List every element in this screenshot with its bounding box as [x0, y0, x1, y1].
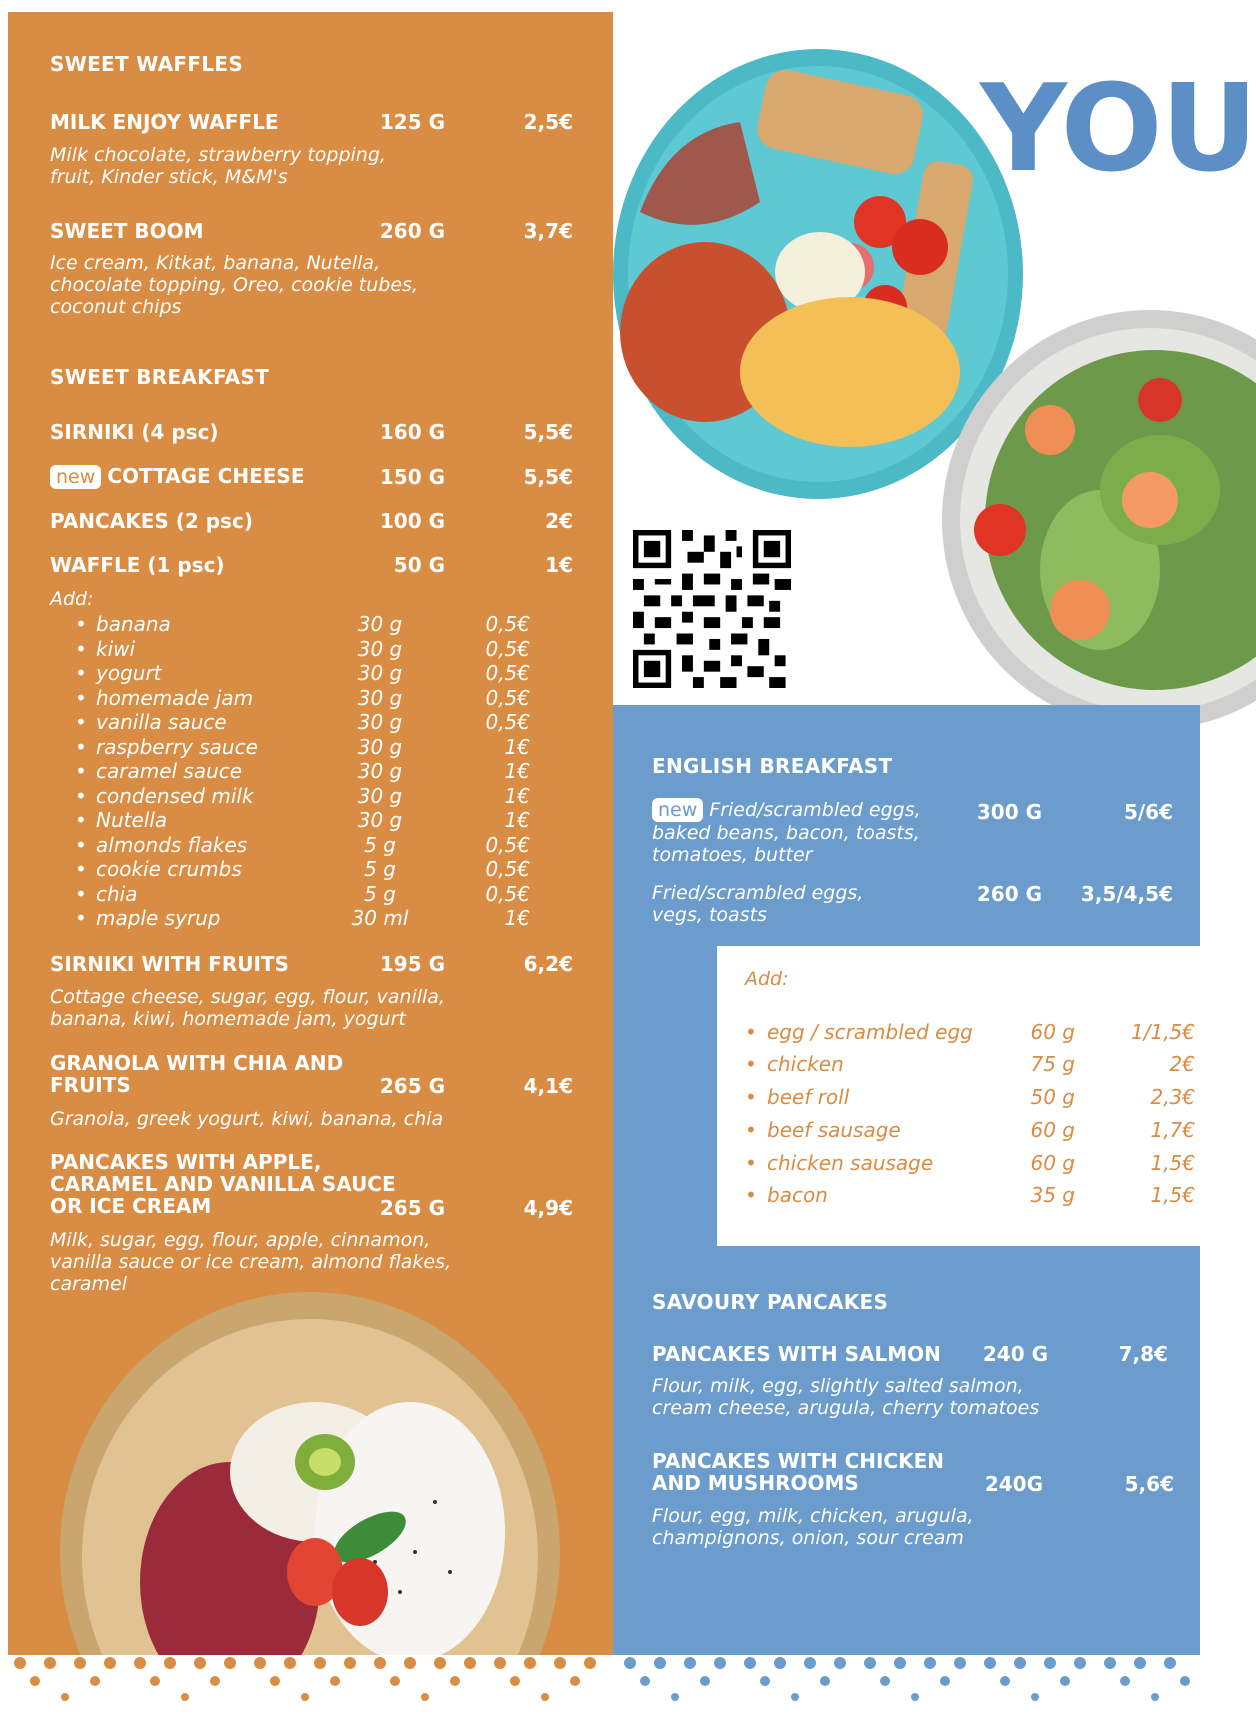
item-description: Fried/scrambled eggs, vegs, toasts — [652, 882, 864, 926]
item-price: 1€ — [545, 553, 573, 577]
item-name: PANCAKES WITH CHICKEN AND MUSHROOMS — [652, 1449, 945, 1495]
item-weight: 50 G — [393, 553, 445, 577]
item-price: 3,5/4,5€ — [1080, 882, 1173, 906]
list-item: • beef roll 50 g 2,3€ — [745, 1085, 1195, 1109]
item-description: Ice cream, Kitkat, banana, Nutella, chocolate topping, Oreo, cookie tubes, coconut chips — [50, 252, 418, 318]
item-price: 2€ — [545, 509, 573, 533]
add-label: Add: — [50, 588, 94, 610]
list-item: • raspberry sauce 30 g 1€ — [75, 734, 530, 759]
list-item: • bacon 35 g 1,5€ — [745, 1183, 1195, 1207]
item-price: 7,8€ — [1118, 1342, 1168, 1366]
item-name: SIRNIKI WITH FRUITS — [50, 952, 289, 976]
item-name: WAFFLE (1 psc) — [50, 553, 225, 577]
item-name: GRANOLA WITH CHIA AND FRUITS — [50, 1051, 344, 1097]
new-badge: new — [652, 798, 703, 822]
section-title-english-breakfast: ENGLISH BREAKFAST — [652, 754, 893, 778]
section-title-sweet-waffles: SWEET WAFFLES — [50, 52, 244, 76]
list-item: • condensed milk 30 g 1€ — [75, 783, 530, 808]
item-price: 5,5€ — [523, 465, 573, 489]
list-item: • beef sausage 60 g 1,7€ — [745, 1118, 1195, 1142]
item-price: 6,2€ — [523, 952, 573, 976]
item-weight: 265 G — [379, 1074, 445, 1098]
item-price: 4,1€ — [523, 1074, 573, 1098]
item-price: 4,9€ — [523, 1196, 573, 1220]
item-price: 3,7€ — [523, 219, 573, 243]
item-description: Flour, milk, egg, slightly salted salmon, cream cheese, arugula, cherry tomatoes — [652, 1375, 1040, 1419]
item-name: MILK ENJOY WAFFLE — [50, 110, 279, 134]
list-item: • Nutella 30 g 1€ — [75, 808, 530, 832]
list-item: • caramel sauce 30 g 1€ — [75, 759, 530, 783]
item-description: Cottage cheese, sugar, egg, flour, vanilla, banana, kiwi, homemade jam, yogurt — [50, 986, 445, 1030]
item-price: 5,5€ — [523, 420, 573, 444]
list-item: • chicken 75 g 2€ — [745, 1052, 1195, 1076]
list-item: • kiwi 30 g 0,5€ — [75, 636, 530, 661]
item-name: SWEET BOOM — [50, 219, 204, 243]
list-item: • chicken sausage 60 g 1,5€ — [745, 1151, 1195, 1175]
item-weight: 300 G — [976, 800, 1042, 824]
list-item: • cookie crumbs 5 g 0,5€ — [75, 857, 530, 881]
item-weight: 150 G — [379, 465, 445, 489]
item-weight: 125 G — [379, 110, 445, 134]
list-item: • chia 5 g 0,5€ — [75, 881, 530, 906]
item-description: Milk chocolate, strawberry topping, fruit, Kinder stick, M&M's — [50, 144, 386, 188]
item-name: PANCAKES WITH APPLE, CARAMEL AND VANILLA SAUCE OR ICE CREAM — [50, 1150, 396, 1218]
new-badge: new — [50, 465, 101, 489]
english-add-ons-box — [717, 946, 1200, 1246]
item-description: new Fried/scrambled eggs, baked beans, bacon, toasts, tomatoes, butter — [652, 799, 921, 866]
list-item: • yogurt 30 g 0,5€ — [75, 661, 530, 685]
item-description: Granola, greek yogurt, kiwi, banana, chia — [50, 1108, 444, 1130]
list-item: • almonds flakes 5 g 0,5€ — [75, 832, 530, 857]
list-item: • maple syrup 30 ml 1€ — [75, 906, 530, 930]
item-description: Milk, sugar, egg, flour, apple, cinnamon, vanilla sauce or ice cream, almond flakes, caramel — [50, 1229, 452, 1295]
item-weight: 260 G — [976, 882, 1042, 906]
list-item: • homemade jam 30 g 0,5€ — [75, 685, 530, 710]
item-price: 5/6€ — [1123, 800, 1173, 824]
list-item: • vanilla sauce 30 g 0,5€ — [75, 710, 530, 734]
add-label: Add: — [745, 968, 789, 990]
item-name: new COTTAGE CHEESE — [50, 464, 304, 489]
section-title-savoury-pancakes: SAVOURY PANCAKES — [652, 1290, 889, 1314]
item-weight: 265 G — [379, 1196, 445, 1220]
item-weight: 160 G — [379, 420, 445, 444]
decorative-footer-pattern — [0, 1655, 1200, 1729]
page-heading: YOU — [980, 60, 1256, 199]
cottage-cheese-bowl-image — [55, 1292, 565, 1662]
sweet-add-ons-list — [50, 588, 550, 931]
shrimp-salad-image — [940, 310, 1200, 730]
item-description: Flour, egg, milk, chicken, arugula, champignons, onion, sour cream — [652, 1505, 974, 1549]
qr-code — [633, 530, 791, 688]
item-name: SIRNIKI (4 psc) — [50, 420, 219, 444]
item-price: 2,5€ — [523, 110, 573, 134]
item-price: 5,6€ — [1124, 1472, 1174, 1496]
section-title-sweet-breakfast: SWEET BREAKFAST — [50, 365, 270, 389]
list-item: • banana 30 g 0,5€ — [75, 612, 530, 636]
item-weight: 195 G — [379, 952, 445, 976]
item-weight: 100 G — [379, 509, 445, 533]
list-item: • egg / scrambled egg 60 g 1/1,5€ — [745, 1020, 1195, 1044]
item-name: PANCAKES (2 psc) — [50, 509, 253, 533]
item-weight: 260 G — [379, 219, 445, 243]
item-weight: 240G — [984, 1472, 1043, 1496]
item-name: PANCAKES WITH SALMON — [652, 1342, 941, 1366]
item-weight: 240 G — [982, 1342, 1048, 1366]
